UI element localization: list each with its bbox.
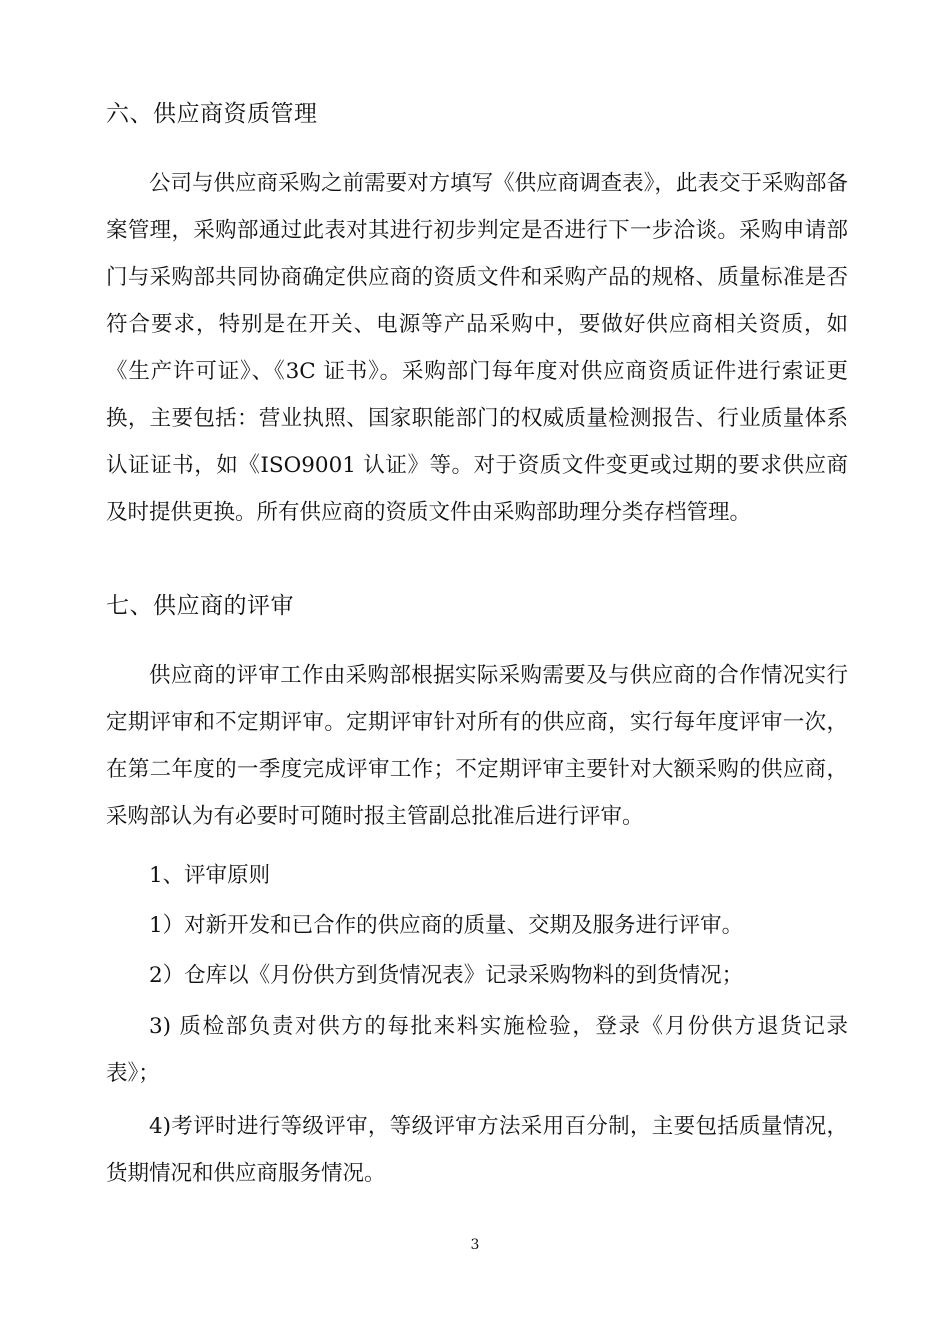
section-6-heading: 六、供应商资质管理 — [106, 101, 318, 127]
principle-item-4: 4)考评时进行等级评审，等级评审方法采用百分制，主要包括质量情况，货期情况和供应商服务情况。 — [106, 1114, 848, 1186]
section-6-paragraph: 公司与供应商采购之前需要对方填写《供应商调查表》，此表交于采购部备案管理，采购部通过此表对其进行初步判定是否进行下一步洽谈。采购申请部门与采购部共同协商确定供应商的资质文件和采购产品的规格、质量标准是否符合要求，特别是在开关、电源等产品采购中，要做好供应商相关资质，如《生产许可证》、《3C 证书》。采购部门每年度对供应商资质证件进行索证更换，主要包括：营业执照、国家职能部门的权威质量检测报告、行业质量体系认证证书，如《ISO9001 认证》等。对于资质文件变更或过期的要求供应商及时提供更换。所有供应商的资质文件由采购部助理分类存档管理。 — [106, 171, 848, 525]
principle-item-2: 2）仓库以《月份供方到货情况表》记录采购物料的到货情况； — [149, 963, 744, 988]
principle-item-3: 3) 质检部负责对供方的每批来料实施检验，登录《月份供方退货记录表》； — [106, 1014, 848, 1086]
section-7-heading: 七、供应商的评审 — [106, 593, 294, 619]
page-number: 3 — [470, 1237, 480, 1253]
principle-item-1: 1）对新开发和已合作的供应商的质量、交期及服务进行评审。 — [149, 913, 744, 938]
section-7-paragraph: 供应商的评审工作由采购部根据实际采购需要及与供应商的合作情况实行定期评审和不定期评审。定期评审针对所有的供应商，实行每年度评审一次，在第二年度的一季度完成评审工作；不定期评审主要针对大额采购的供应商，采购部认为有必要时可随时报主管副总批准后进行评审。 — [106, 663, 848, 829]
review-principles-heading: 1、评审原则 — [149, 863, 271, 888]
